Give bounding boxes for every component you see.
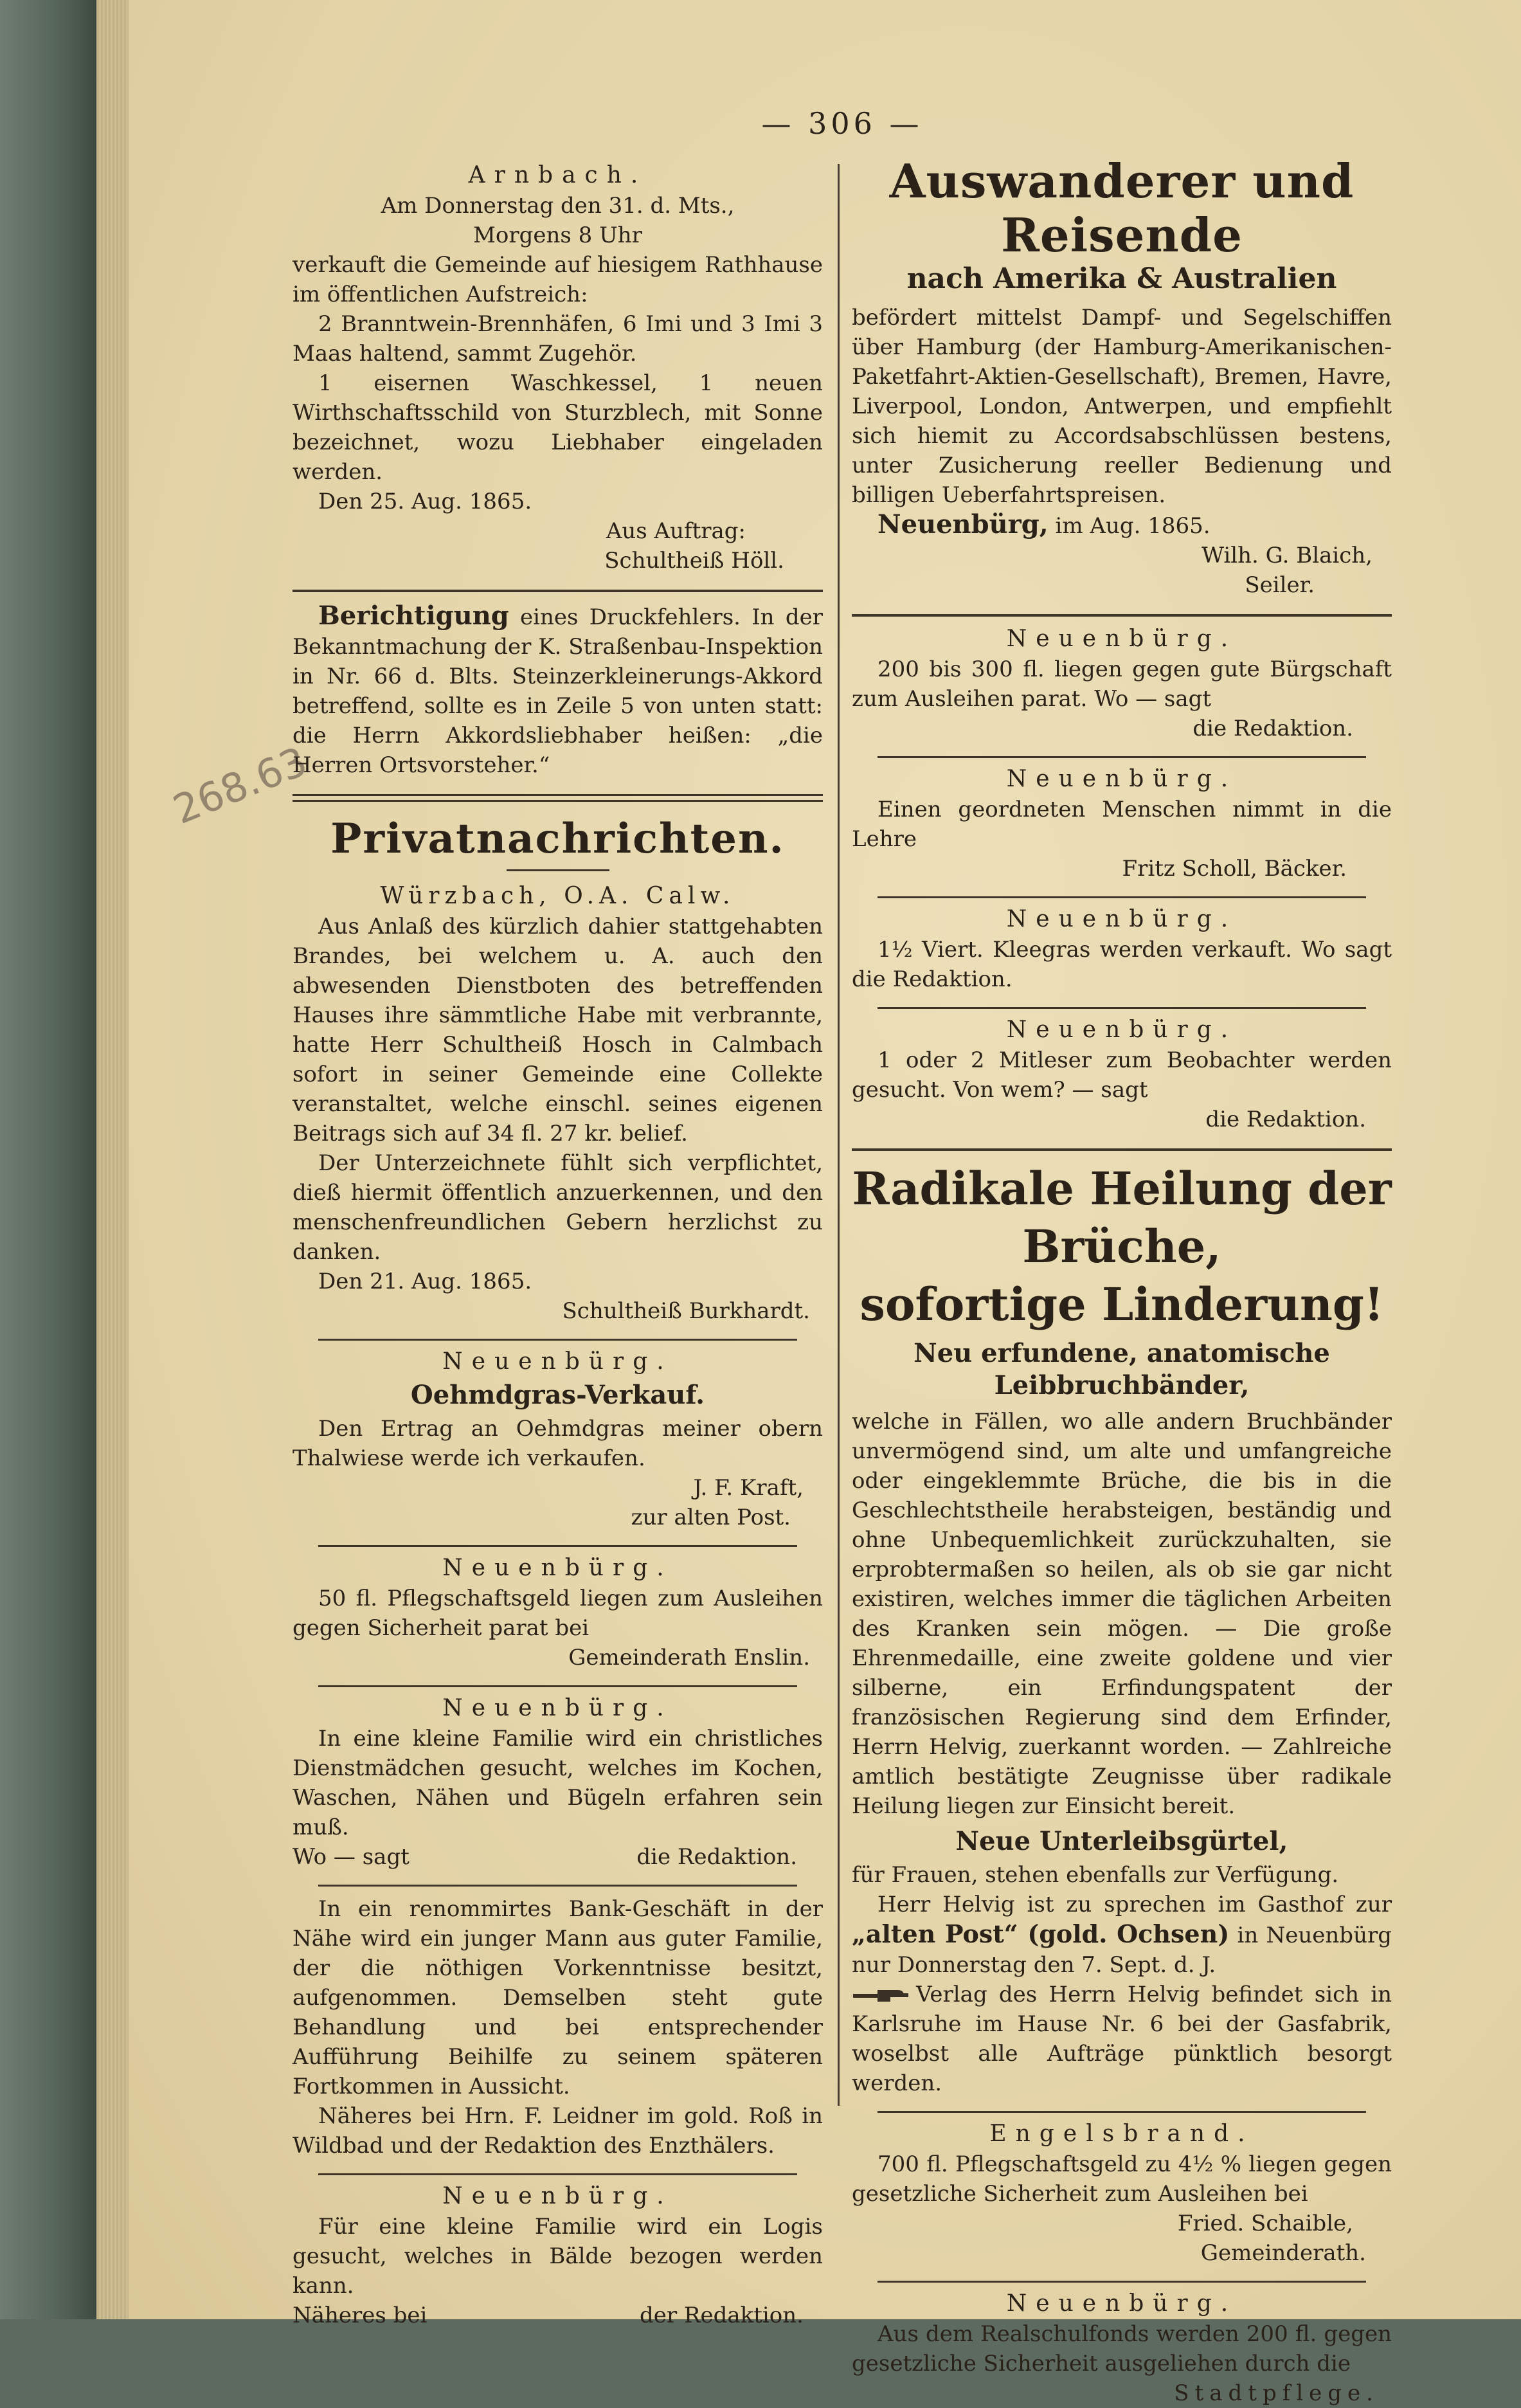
- signature-line: zur alten Post.: [631, 1505, 791, 1530]
- signature-line: Fried. Schaible,: [1177, 2211, 1353, 2236]
- notice-oehmdgras: [292, 1348, 823, 1532]
- section-heading-private-news: Privatnachrichten.: [330, 815, 785, 863]
- place-heading: Neuenbürg.: [442, 1348, 673, 1375]
- notice-body: 1½ Viert. Kleegras werden verkauft. Wo sagt die Redaktion.: [852, 937, 1392, 992]
- signature-line: die Redaktion.: [636, 1844, 797, 1870]
- signature-line: Stadtpflege.: [1174, 2380, 1379, 2406]
- notice-body: 50 fl. Pflegschaftsgeld liegen zum Ausleihen gegen Sicherheit parat bei: [292, 1586, 823, 1641]
- notice-arnbach: [292, 162, 823, 575]
- correction-heading: Berichtigung: [318, 601, 509, 631]
- auction-item: 1 eisernen Waschkessel, 1 neuen Wirthschaftsschild von Sturzblech, mit Sonne bezeichnet, wozu Liebhaber eingeladen werden.: [292, 370, 823, 485]
- inn-name: „alten Post“ (gold. Ochsen): [852, 1919, 1230, 1948]
- place-name: Neuenbürg,: [878, 509, 1048, 539]
- notice-body: In ein renommirtes Bank-Geschäft in der Nähe wird ein junger Mann aus guter Familie, der die nöthigen Vorkenntnisse besitzt, aufgenommen. Demselben steht gute Behandlung und bei entsprechender Aufführung Beihilfe zu seinem späteren Fortkommen in Aussicht.: [292, 1896, 823, 2099]
- ad-body: für Frauen, stehen ebenfalls zur Verfügung.: [852, 1862, 1339, 1888]
- ad-bruchbaender: [852, 1160, 1392, 2098]
- notice-dienstmaedchen: [292, 1695, 823, 1872]
- ad-heading: Radikale Heilung der Brüche,: [852, 1162, 1392, 1273]
- notice-body: Aus Anlaß des kürzlich dahier stattgehabten Brandes, bei welchem u. A. auch den abwesenden Dienstboten des betreffenden Hauses ihre sämmtliche Habe mit verbrannte, hatte Herr Schultheiß Hosch in Calmbach sofort in seiner Gemeinde eine Collekte veranstaltet, welche einschl. seines eigenen Beitrags sich auf 34 fl. 27 kr. belief.: [292, 914, 823, 1146]
- ad-subheading: nach Amerika & Australien: [906, 262, 1337, 295]
- auction-date-line: Am Donnerstag den 31. d. Mts.,: [381, 193, 735, 219]
- ad-date: im Aug. 1865.: [1048, 513, 1210, 539]
- place-heading: Neuenbürg.: [442, 1555, 673, 1581]
- ad-section-heading: Neue Unterleibsgürtel,: [955, 1826, 1288, 1856]
- place-heading: Arnbach.: [468, 162, 647, 188]
- place-heading: Engelsbrand.: [989, 2121, 1254, 2147]
- correction-text: eines Druckfehlers. In der Bekanntmachung der K. Straßenbau-Inspektion in Nr. 66 d. Blts. Steinzerkleinerungs-Akkord betreffend, sollte es in Zeile 5 von unten statt: die Herrn Akkordsliebhaber heißen: „die Herren Ortsvorsteher.“: [292, 604, 824, 778]
- divider: [878, 2281, 1366, 2283]
- signature-line: J. F. Kraft,: [693, 1475, 804, 1501]
- place-heading: Neuenbürg.: [1006, 906, 1238, 932]
- notice-berichtigung: [292, 601, 823, 780]
- signature-line: Gemeinderath.: [1200, 2240, 1366, 2266]
- signature-line: Schultheiß Höll.: [604, 548, 784, 574]
- ad-body: befördert mittelst Dampf- und Segelschiffen über Hamburg (der Hamburg-Amerikanischen-Paketfahrt-Aktien-Gesellschaft), Bremen, Havre, Liverpool, London, Antwerpen, und empfiehlt sich hiemit zu Accordsabschlüssen bestens, unter Zusicherung reeller Bedienung und billigen Ueberfahrtspreisen.: [852, 305, 1392, 508]
- place-heading: Neuenbürg.: [442, 2183, 673, 2209]
- pencil-annotation: 268.63: [166, 738, 314, 833]
- pointing-hand-icon: [852, 1986, 910, 2005]
- notice-body: Den Ertrag an Oehmdgras meiner obern Thalwiese werde ich verkaufen.: [292, 1416, 823, 1471]
- notice-body: 700 fl. Pflegschaftsgeld zu 4½ % liegen gegen gesetzliche Sicherheit zum Ausleihen bei: [852, 2151, 1392, 2207]
- signature-line: Seiler.: [1245, 572, 1315, 598]
- notice-body: Aus dem Realschulfonds werden 200 fl. gegen gesetzliche Sicherheit ausgeliehen durch die: [852, 2321, 1392, 2376]
- signature-line: der Redaktion.: [639, 2303, 804, 2328]
- signature-line: Fritz Scholl, Bäcker.: [1122, 856, 1347, 882]
- where-line: Wo — sagt: [292, 1844, 410, 1870]
- notice-date: Den 25. Aug. 1865.: [318, 489, 532, 514]
- divider: [852, 1148, 1392, 1151]
- notice-body: Näheres bei Hrn. F. Leidner im gold. Roß in Wildbad und der Redaktion des Enzthälers.: [292, 2103, 823, 2159]
- notice-body: Der Unterzeichnete fühlt sich verpflichtet, dieß hiermit öffentlich anzuerkennen, und den menschenfreundlichen Gebern herzlichst zu danken.: [292, 1150, 823, 1265]
- place-heading: Neuenbürg.: [1006, 2290, 1238, 2317]
- ad-text: in Neuenbürg nur Donnerstag den 7. Sept. d. J.: [852, 1923, 1392, 1978]
- ad-body: welche in Fällen, wo alle andern Bruchbänder unvermögend sind, um alte und umfangreiche oder eingeklemmte Brüche, die bis in die Geschlechtstheile herabsteigen, beständig und ohne Unbequemlichkeit zurückzuhalten, sie erprobtermaßen so heilen, als ob sie gar nicht existiren, welches immer die täglichen Arbeiten des Kranken sein mögen. — Die große Ehrenmedaille, eine zweite goldene und vier silberne, ein Erfindungspatent der französischen Regierung sind dem Erfinder, Herrn Helvig, zuerkannt worden. — Zahlreiche amtlich bestätigte Zeugnisse über radikale Heilung liegen zur Einsicht bereit.: [852, 1409, 1392, 1819]
- ad-subheading: Neu erfundene, anatomische Leibbruchbänder,: [914, 1338, 1330, 1400]
- divider: [318, 1545, 797, 1547]
- auction-item: 2 Branntwein-Brennhäfen, 6 Imi und 3 Imi 3 Maas haltend, sammt Zugehör.: [292, 311, 823, 367]
- signature-line: die Redaktion.: [1205, 1107, 1366, 1132]
- notice-buergschaft: [852, 626, 1392, 743]
- auction-time-line: Morgens 8 Uhr: [473, 222, 642, 248]
- page-number: — 306 —: [761, 106, 923, 141]
- notice-heading: Oehmdgras-Verkauf.: [410, 1380, 705, 1410]
- divider: [318, 1885, 797, 1887]
- notice-date: Den 21. Aug. 1865.: [318, 1269, 532, 1294]
- signature-line: die Redaktion.: [1192, 716, 1353, 741]
- notice-body: In eine kleine Familie wird ein christliches Dienstmädchen gesucht, welches im Kochen, Waschen, Nähen und Bügeln erfahren sein muß.: [292, 1726, 823, 1840]
- ad-text: Verlag des Herrn Helvig befindet sich in Karlsruhe im Hause Nr. 6 bei der Gasfabrik, woselbst alle Aufträge pünktlich besorgt werden.: [852, 1982, 1392, 2096]
- notice-body: Für eine kleine Familie wird ein Logis gesucht, welches in Bälde bezogen werden kann.: [292, 2214, 823, 2299]
- notice-logis: [292, 2183, 823, 2330]
- signature-line: Schultheiß Burkhardt.: [562, 1298, 810, 1324]
- ad-heading: sofortige Linderung!: [860, 1278, 1384, 1331]
- signature-line: Gemeinderath Enslin.: [568, 1645, 810, 1670]
- place-heading: Neuenbürg.: [1006, 766, 1238, 792]
- divider: [878, 896, 1366, 898]
- notice-mitleser: [852, 1017, 1392, 1134]
- ad-text: Herr Helvig ist zu sprechen im Gasthof zur: [878, 1892, 1392, 1917]
- divider: [878, 2111, 1366, 2113]
- divider: [852, 614, 1392, 617]
- book-spine: [0, 0, 96, 2319]
- signature-line: Wilh. G. Blaich,: [1202, 543, 1372, 568]
- notice-body: 200 bis 300 fl. liegen gegen gute Bürgschaft zum Ausleihen parat. Wo — sagt: [852, 656, 1392, 712]
- place-heading: Würzbach, O.A. Calw.: [380, 883, 735, 909]
- short-divider: [507, 869, 609, 871]
- notice-realschulfonds: [852, 2290, 1392, 2408]
- place-heading: Neuenbürg.: [1006, 626, 1238, 652]
- divider: [878, 1007, 1366, 1009]
- place-heading: Neuenbürg.: [442, 1695, 673, 1721]
- left-column: [292, 154, 823, 2330]
- divider: [318, 1339, 797, 1341]
- place-heading: Neuenbürg.: [1006, 1017, 1238, 1043]
- divider: [318, 2173, 797, 2175]
- details-line: Näheres bei: [292, 2303, 428, 2328]
- notice-lehre: [852, 766, 1392, 883]
- notice-pflegschaftsgeld: [292, 1555, 823, 1672]
- divider: [318, 1685, 797, 1687]
- notice-body: 1 oder 2 Mitleser zum Beobachter werden gesucht. Von wem? — sagt: [852, 1047, 1392, 1103]
- right-column: [852, 154, 1392, 2408]
- notice-engelsbrand: [852, 2121, 1392, 2268]
- divider: [292, 590, 823, 592]
- notice-bankgeschaeft: [292, 1894, 823, 2160]
- notice-body: verkauft die Gemeinde auf hiesigem Rathhause im öffentlichen Aufstreich:: [292, 252, 823, 307]
- double-divider: [292, 794, 823, 802]
- divider: [878, 756, 1366, 758]
- notice-wurzbach: [292, 883, 823, 1326]
- column-divider: [838, 164, 840, 2106]
- notice-body: Einen geordneten Menschen nimmt in die Lehre: [852, 797, 1392, 852]
- ad-heading: Auswanderer und Reisende: [889, 154, 1354, 262]
- notice-kleegras: [852, 906, 1392, 994]
- ad-auswanderer: [852, 154, 1392, 600]
- signature-line: Aus Auftrag:: [606, 518, 746, 544]
